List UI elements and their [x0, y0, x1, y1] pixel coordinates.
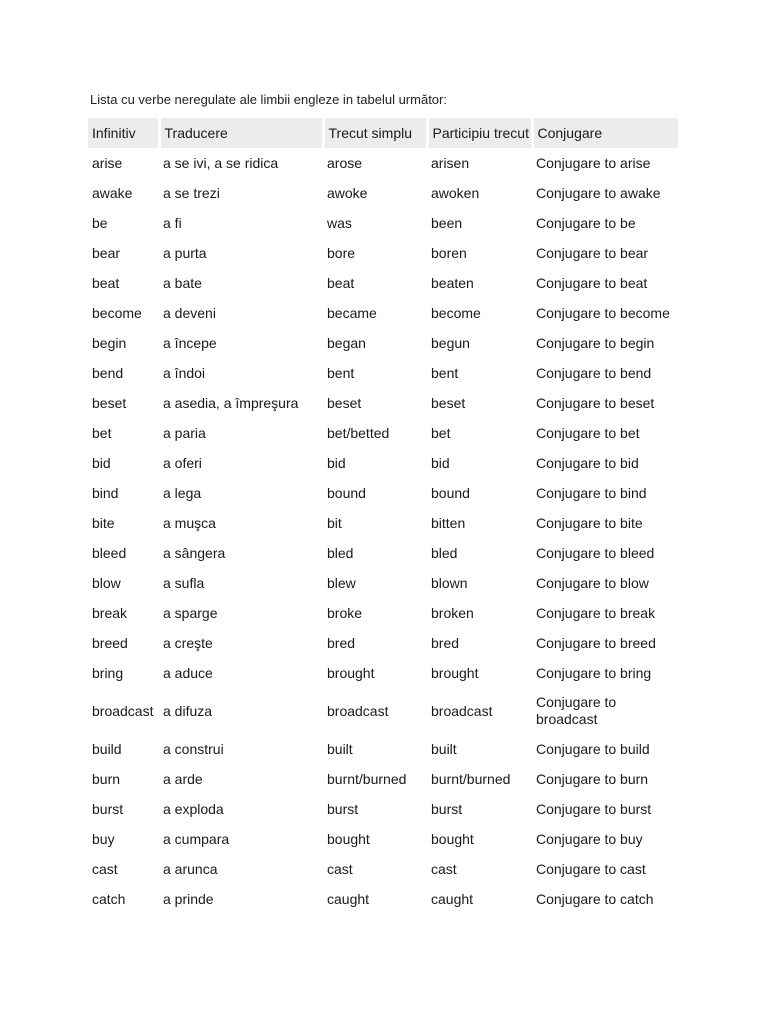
past-simple-cell: cast — [327, 860, 353, 877]
translation-cell: a purta — [163, 244, 207, 261]
conjugation-link[interactable]: Conjugare to beat — [536, 274, 648, 291]
table-row — [88, 688, 678, 734]
translation-cell: a îndoi — [163, 364, 206, 381]
past-simple-cell: beat — [327, 274, 355, 291]
infinitive-cell: become — [92, 304, 142, 321]
past-simple-cell: was — [327, 214, 352, 231]
irregular-verbs-table — [88, 118, 678, 914]
conjugation-link[interactable]: Conjugare to bid — [536, 454, 639, 471]
infinitive-cell: bite — [92, 514, 115, 531]
past-participle-cell: built — [431, 740, 457, 757]
past-participle-cell: bid — [431, 454, 450, 471]
conjugation-link[interactable]: Conjugare to bind — [536, 484, 647, 501]
conjugation-link[interactable]: Conjugare to broadcast — [536, 694, 617, 727]
infinitive-cell: bring — [92, 664, 124, 681]
translation-cell: a arunca — [163, 860, 218, 877]
past-participle-cell: beaten — [431, 274, 474, 291]
conjugation-link[interactable]: Conjugare to catch — [536, 890, 654, 907]
infinitive-cell: breed — [92, 634, 128, 651]
infinitive-cell: bind — [92, 484, 119, 501]
conjugation-link[interactable]: Conjugare to burst — [536, 800, 652, 817]
header-participiu-trecut: Participiu trecut — [427, 118, 532, 148]
past-participle-cell: begun — [431, 334, 470, 351]
translation-cell: a lega — [163, 484, 202, 501]
past-simple-cell: broke — [327, 604, 363, 621]
conjugation-link[interactable]: Conjugare to begin — [536, 334, 655, 351]
past-simple-cell: bound — [327, 484, 366, 501]
infinitive-cell: beat — [92, 274, 120, 291]
table-row — [88, 328, 678, 358]
translation-cell: a se ivi, a se ridica — [163, 154, 279, 171]
infinitive-cell: bid — [92, 454, 111, 471]
table-row — [88, 598, 678, 628]
conjugation-link[interactable]: Conjugare to buy — [536, 830, 643, 847]
translation-cell: a asedia, a împreşura — [163, 394, 299, 411]
past-participle-cell: bent — [431, 364, 459, 381]
conjugation-link[interactable]: Conjugare to bet — [536, 424, 640, 441]
past-participle-cell: been — [431, 214, 463, 231]
table-row — [88, 884, 678, 914]
past-participle-cell: blown — [431, 574, 468, 591]
table-row — [88, 764, 678, 794]
infinitive-cell: break — [92, 604, 128, 621]
past-simple-cell: built — [327, 740, 353, 757]
past-participle-cell: bred — [431, 634, 460, 651]
translation-cell: a paria — [163, 424, 206, 441]
past-participle-cell: burnt/burned — [431, 770, 511, 787]
header-trecut-simplu: Trecut simplu — [323, 118, 427, 148]
conjugation-link[interactable]: Conjugare to cast — [536, 860, 646, 877]
past-simple-cell: blew — [327, 574, 356, 591]
infinitive-cell: arise — [92, 154, 123, 171]
past-participle-cell: become — [431, 304, 481, 321]
conjugation-link[interactable]: Conjugare to build — [536, 740, 650, 757]
past-participle-cell: bet — [431, 424, 451, 441]
infinitive-cell: blow — [92, 574, 121, 591]
intro-text: Lista cu verbe neregulate ale limbii engleze in tabelul următor: — [90, 92, 447, 107]
conjugation-link[interactable]: Conjugare to blow — [536, 574, 649, 591]
translation-cell: a aduce — [163, 664, 213, 681]
past-participle-cell: bled — [431, 544, 458, 561]
table-row — [88, 448, 678, 478]
infinitive-cell: burn — [92, 770, 121, 787]
past-simple-cell: burst — [327, 800, 359, 817]
past-participle-cell: cast — [431, 860, 457, 877]
conjugation-link[interactable]: Conjugare to burn — [536, 770, 649, 787]
table-row — [88, 538, 678, 568]
infinitive-cell: cast — [92, 860, 118, 877]
past-participle-cell: awoken — [431, 184, 480, 201]
conjugation-link[interactable]: Conjugare to bend — [536, 364, 652, 381]
translation-cell: a arde — [163, 770, 203, 787]
past-simple-cell: beset — [327, 394, 362, 411]
table-row — [88, 824, 678, 854]
translation-cell: a se trezi — [163, 184, 220, 201]
table-row — [88, 388, 678, 418]
table-row — [88, 148, 678, 178]
table-row — [88, 628, 678, 658]
table-row — [88, 794, 678, 824]
past-simple-cell: bought — [327, 830, 370, 847]
infinitive-cell: begin — [92, 334, 127, 351]
translation-cell: a sufla — [163, 574, 205, 591]
translation-cell: a muşca — [163, 514, 216, 531]
infinitive-cell: bet — [92, 424, 112, 441]
past-participle-cell: boren — [431, 244, 467, 261]
infinitive-cell: be — [92, 214, 108, 231]
past-simple-cell: arose — [327, 154, 363, 171]
table-row — [88, 478, 678, 508]
infinitive-cell: catch — [92, 890, 126, 907]
table-row — [88, 298, 678, 328]
past-simple-cell: became — [327, 304, 377, 321]
conjugation-link[interactable]: Conjugare to break — [536, 604, 656, 621]
translation-cell: a prinde — [163, 890, 214, 907]
table-row — [88, 734, 678, 764]
translation-cell: a exploda — [163, 800, 224, 817]
past-participle-cell: beset — [431, 394, 466, 411]
conjugation-link[interactable]: Conjugare to arise — [536, 154, 651, 171]
infinitive-cell: bleed — [92, 544, 127, 561]
conjugation-link[interactable]: Conjugare to become — [536, 304, 670, 321]
table-row — [88, 238, 678, 268]
past-simple-cell: bid — [327, 454, 346, 471]
past-simple-cell: broadcast — [327, 702, 389, 719]
past-simple-cell: bent — [327, 364, 355, 381]
translation-cell: a fi — [163, 214, 182, 231]
translation-cell: a sparge — [163, 604, 218, 621]
infinitive-cell: buy — [92, 830, 115, 847]
conjugation-link[interactable]: Conjugare to breed — [536, 634, 656, 651]
past-simple-cell: brought — [327, 664, 375, 681]
infinitive-cell: burst — [92, 800, 124, 817]
table-row — [88, 208, 678, 238]
conjugation-link[interactable]: Conjugare to beset — [536, 394, 655, 411]
past-simple-cell: bore — [327, 244, 356, 261]
infinitive-cell: build — [92, 740, 122, 757]
past-participle-cell: broadcast — [431, 702, 493, 719]
table-row — [88, 268, 678, 298]
past-simple-cell: burnt/burned — [327, 770, 407, 787]
conjugation-link[interactable]: Conjugare to awake — [536, 184, 661, 201]
conjugation-link[interactable]: Conjugare to bleed — [536, 544, 655, 561]
conjugation-link[interactable]: Conjugare to bring — [536, 664, 652, 681]
header-infinitiv: Infinitiv — [88, 118, 159, 148]
infinitive-cell: awake — [92, 184, 133, 201]
infinitive-cell: beset — [92, 394, 127, 411]
table-header-row — [88, 118, 678, 148]
translation-cell: a sângera — [163, 544, 226, 561]
header-conjugare: Conjugare — [532, 118, 678, 148]
infinitive-cell: broadcast — [92, 702, 154, 719]
table-row — [88, 508, 678, 538]
past-simple-cell: bled — [327, 544, 354, 561]
past-simple-cell: awoke — [327, 184, 368, 201]
table-row — [88, 418, 678, 448]
translation-cell: a deveni — [163, 304, 216, 321]
conjugation-link[interactable]: Conjugare to be — [536, 214, 636, 231]
translation-cell: a construi — [163, 740, 224, 757]
past-simple-cell: bit — [327, 514, 342, 531]
translation-cell: a oferi — [163, 454, 202, 471]
past-participle-cell: burst — [431, 800, 463, 817]
header-traducere: Traducere — [159, 118, 323, 148]
past-participle-cell: arisen — [431, 154, 470, 171]
past-simple-cell: caught — [327, 890, 370, 907]
translation-cell: a creşte — [163, 634, 213, 651]
infinitive-cell: bend — [92, 364, 124, 381]
infinitive-cell: bear — [92, 244, 121, 261]
table-row — [88, 358, 678, 388]
translation-cell: a bate — [163, 274, 202, 291]
past-simple-cell: began — [327, 334, 366, 351]
table-row — [88, 658, 678, 688]
translation-cell: a difuza — [163, 702, 213, 719]
past-participle-cell: caught — [431, 890, 474, 907]
translation-cell: a începe — [163, 334, 217, 351]
conjugation-link[interactable]: Conjugare to bite — [536, 514, 643, 531]
past-simple-cell: bred — [327, 634, 356, 651]
table-row — [88, 854, 678, 884]
table-body — [88, 148, 678, 914]
past-participle-cell: brought — [431, 664, 479, 681]
conjugation-link[interactable]: Conjugare to bear — [536, 244, 649, 261]
translation-cell: a cumpara — [163, 830, 230, 847]
past-simple-cell: bet/betted — [327, 424, 390, 441]
past-participle-cell: bought — [431, 830, 474, 847]
past-participle-cell: broken — [431, 604, 474, 621]
table-row — [88, 178, 678, 208]
past-participle-cell: bitten — [431, 514, 466, 531]
table-row — [88, 568, 678, 598]
past-participle-cell: bound — [431, 484, 470, 501]
